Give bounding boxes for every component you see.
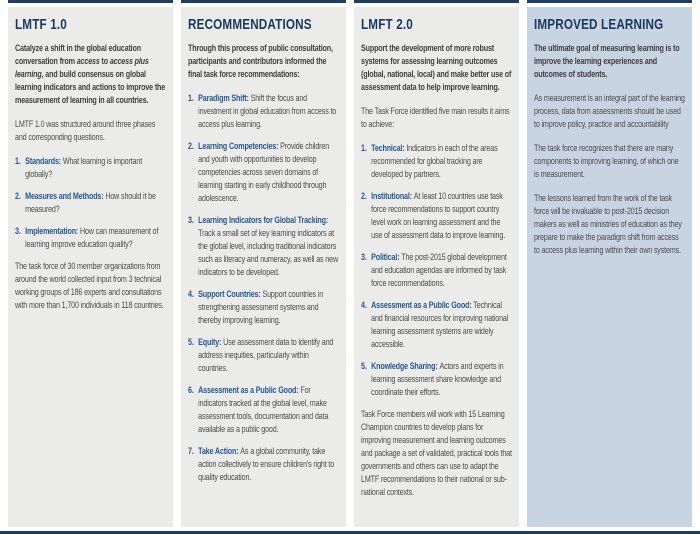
list-item-text: How can measurement of learning improve education quality? xyxy=(25,226,159,249)
list-item-text: Support countries in strengthening assessment systems and thereby improving learning. xyxy=(198,289,324,325)
text-run: The task force of 30 member organizations from around the world collected input from 3 technical working groups of 186 experts and consultations with more than 1,700 individuals in 118 countries. xyxy=(15,261,164,310)
lead-paragraph xyxy=(534,42,685,81)
paragraph xyxy=(534,92,685,131)
text-run: The Task Force identified five main results it aims to achieve: xyxy=(361,106,510,129)
list-item-label: Take Action: xyxy=(198,446,241,456)
list-item xyxy=(15,155,166,181)
list-item xyxy=(188,140,339,205)
list-item xyxy=(188,384,339,436)
list-number: 2. xyxy=(361,191,367,201)
list-number: 3. xyxy=(15,226,21,236)
list-item-label: Implementation: xyxy=(25,226,80,236)
paragraph xyxy=(15,118,166,144)
text-run: Support the development of more robust systems for assessing learning outcomes (global, national, local) and make better use of assessment data to help improve learning. xyxy=(361,43,512,92)
column-lmtf-1-0 xyxy=(8,0,173,527)
list-number: 2. xyxy=(188,141,194,151)
list-item-label: Measures and Methods: xyxy=(25,191,106,201)
text-run: Catalyze a shift in the global education conversation from xyxy=(15,43,141,66)
column-panel xyxy=(181,7,346,527)
list-item-text: Track a small set of key learning indicators at the global level, including traditional indicators such as literacy and numeracy, as well as new indicators to be developed. xyxy=(198,228,338,277)
list-number: 5. xyxy=(361,361,367,371)
column-title: LMFT 2.0 xyxy=(361,16,413,33)
paragraph xyxy=(361,408,512,499)
column-title: IMPROVED LEARNING xyxy=(534,16,664,33)
list-item-label: Support Countries: xyxy=(198,289,263,299)
column-title: RECOMMENDATIONS xyxy=(188,16,312,33)
numbered-list xyxy=(15,155,166,251)
column-body xyxy=(361,16,512,499)
list-item-label: Paradigm Shift: xyxy=(198,93,251,103)
list-item-text: As a global community, take action collectively to ensure children's right to quality education. xyxy=(198,446,335,482)
list-item-label: Knowledge Sharing: xyxy=(371,361,440,371)
paragraph xyxy=(361,105,512,131)
paragraph xyxy=(534,142,685,181)
list-item-text: The post-2015 global development and education agendas are informed by task force recommendations. xyxy=(371,252,507,288)
list-item-text: At least 10 countries use task force recommendations to support country level work on learning assessment and the use of assessment data to improve learning. xyxy=(371,191,506,240)
column-top-rule xyxy=(8,0,173,3)
list-item-label: Learning Competencies: xyxy=(198,141,281,151)
list-number: 1. xyxy=(15,156,21,166)
list-item-label: Learning Indicators for Global Tracking: xyxy=(198,215,329,225)
column-recommendations xyxy=(181,0,346,527)
list-number: 5. xyxy=(188,337,194,347)
list-item xyxy=(188,92,339,131)
list-item-text: Actors and experts in learning assessment share knowledge and coordinate their efforts. xyxy=(371,361,504,397)
list-item-label: Standards: xyxy=(25,156,63,166)
column-content xyxy=(188,42,339,484)
column-top-rule xyxy=(354,0,519,3)
list-number: 7. xyxy=(188,446,194,456)
list-number: 3. xyxy=(188,215,194,225)
column-panel xyxy=(527,7,692,527)
list-item-text: Use assessment data to identify and address inequities, particularly within countries. xyxy=(198,337,334,373)
list-item xyxy=(188,288,339,327)
text-run: Through this process of public consultation, participants and contributors informed the final task force recommendations: xyxy=(188,43,333,79)
list-item-label: Assessment as a Public Good: xyxy=(198,385,301,395)
list-item xyxy=(361,190,512,242)
column-lmft-2-0 xyxy=(354,0,519,527)
numbered-list xyxy=(361,142,512,399)
column-content xyxy=(15,42,166,312)
text-run: to xyxy=(99,56,110,66)
list-item-label: Equity: xyxy=(198,337,224,347)
text-run: Task Force members will work with 15 Learning Champion countries to develop plans for improving measurement and learning outcomes and package a set of validated, practical tools that governments and others can use to adapt the LMTF recommendations to their national or sub-national contexts. xyxy=(361,409,512,497)
list-item-text: How should it be measured? xyxy=(25,191,156,214)
list-item xyxy=(15,225,166,251)
list-item-text: For indicators tracked at the global level, make assessment tools, documentation and data available as a public good. xyxy=(198,385,329,434)
columns-row xyxy=(8,0,692,527)
column-content xyxy=(361,42,512,499)
column-panel xyxy=(354,7,519,527)
list-item-text: Shift the focus and investment in global education from access to access plus learning. xyxy=(198,93,337,129)
list-item xyxy=(15,190,166,216)
column-top-rule xyxy=(527,0,692,3)
list-item xyxy=(361,142,512,181)
list-item-text: What learning is important globally? xyxy=(25,156,143,179)
column-body xyxy=(188,16,339,484)
list-item-label: Political: xyxy=(371,252,402,262)
list-item xyxy=(188,214,339,279)
emphasized-text: access plus learning xyxy=(15,56,149,79)
list-item xyxy=(361,360,512,399)
paragraph xyxy=(534,192,685,257)
text-run: The task force recognizes that there are many components to improving learning, of which one is measurement. xyxy=(534,143,679,179)
lead-paragraph xyxy=(188,42,339,81)
list-number: 4. xyxy=(361,300,367,310)
list-item-text: Indicators in each of the areas recommended for global tracking are developed by partners. xyxy=(371,143,498,179)
list-item xyxy=(188,336,339,375)
column-improved-learning xyxy=(527,0,692,527)
list-item xyxy=(188,445,339,484)
list-number: 3. xyxy=(361,252,367,262)
list-item-label: Technical: xyxy=(371,143,407,153)
text-run: , and build consensus on global learning indicators and actions to improve the measurement of learning in all countries. xyxy=(15,69,166,105)
text-run: LMTF 1.0 was structured around three phases and corresponding questions. xyxy=(15,119,156,142)
list-number: 6. xyxy=(188,385,194,395)
column-panel xyxy=(8,7,173,527)
column-title: LMTF 1.0 xyxy=(15,16,67,33)
list-item xyxy=(361,299,512,351)
list-item xyxy=(361,251,512,290)
list-item-label: Assessment as a Public Good: xyxy=(371,300,474,310)
paragraph xyxy=(15,260,166,312)
numbered-list xyxy=(188,92,339,484)
text-run: The ultimate goal of measuring learning is to improve the learning experiences and outcomes of students. xyxy=(534,43,680,79)
list-number: 2. xyxy=(15,191,21,201)
lead-paragraph xyxy=(15,42,166,107)
lead-paragraph xyxy=(361,42,512,94)
list-item-label: Institutional: xyxy=(371,191,414,201)
column-body xyxy=(534,16,685,257)
column-body xyxy=(15,16,166,312)
list-item-text: Provide children and youth with opportunities to develop competencies across seven domains of learning starting in early childhood through adolescence. xyxy=(198,141,330,203)
text-run: The lessons learned from the work of the task force will be invaluable to post-2015 decision makers as well as ministries of education as they prepare to make the paradigm shift from access to access plus learning within their own systems. xyxy=(534,193,682,255)
emphasized-text: access xyxy=(76,56,100,66)
list-number: 1. xyxy=(188,93,194,103)
column-top-rule xyxy=(181,0,346,3)
list-number: 4. xyxy=(188,289,194,299)
column-content xyxy=(534,42,685,257)
text-run: As measurement is an integral part of the learning process, data from assessments should be used to improve policy, practice and accountability xyxy=(534,93,685,129)
list-number: 1. xyxy=(361,143,367,153)
list-item-text: Technical and financial resources for improving national learning assessment systems are widely accessible. xyxy=(371,300,509,349)
